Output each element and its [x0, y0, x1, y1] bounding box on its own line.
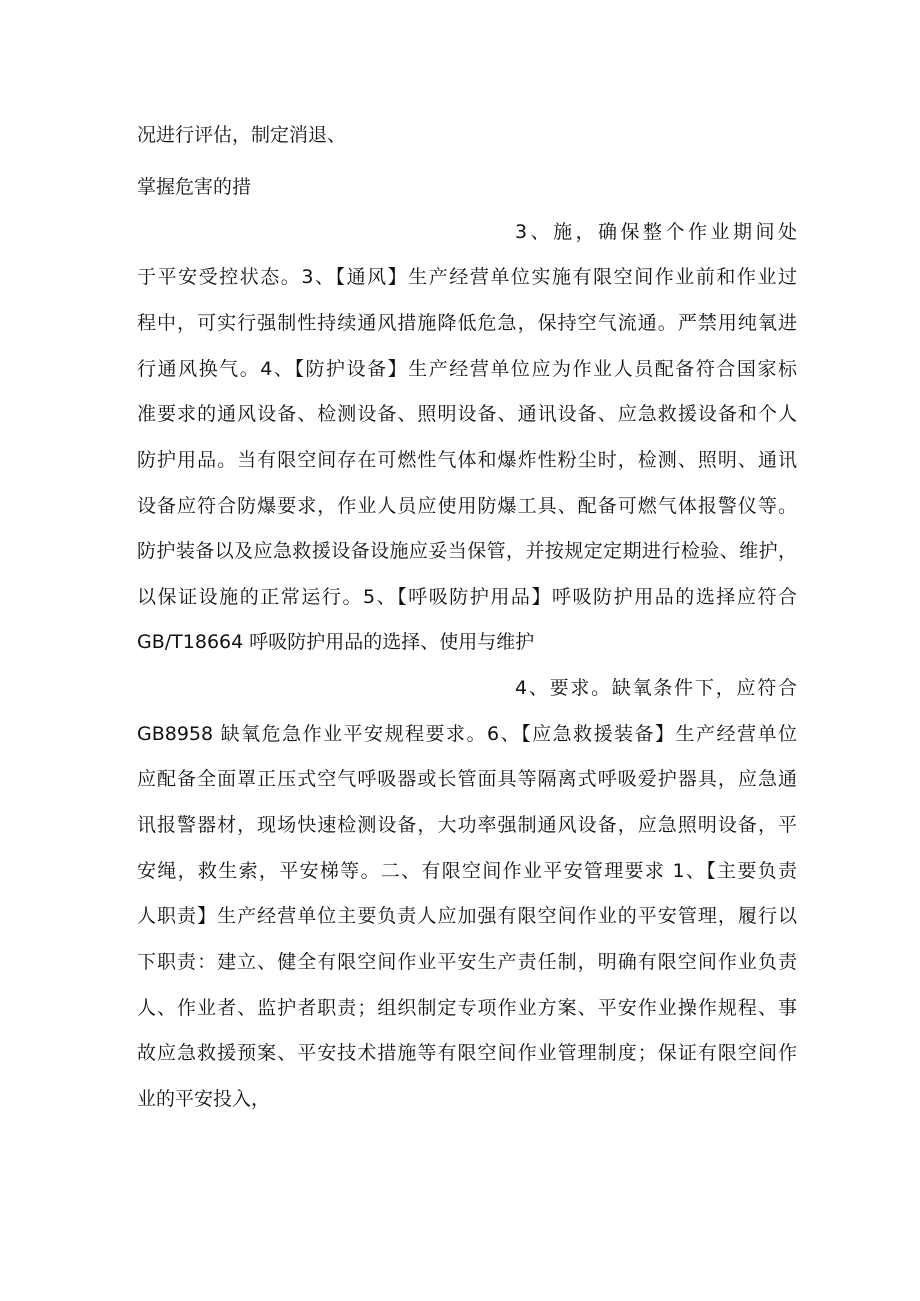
text-line-13: 4、要求。缺氧条件下，应符合: [515, 677, 797, 699]
text-line-11: 以保证设施的正常运行。5、【呼吸防护用品】呼吸防护用品的选择应符合: [137, 586, 797, 608]
text-line-8: 防护用品。当有限空间存在可燃性气体和爆炸性粉尘时，检测、照明、通讯: [137, 449, 797, 471]
text-line-6: 行通风换气。4、【防护设备】生产经营单位应为作业人员配备符合国家标: [137, 358, 797, 380]
text-line-17: 安绳，救生索，平安梯等。二、有限空间作业平安管理要求 1、【主要负责: [137, 860, 797, 882]
text-line-12: GB/T18664 呼吸防护用品的选择、使用与维护: [137, 631, 535, 653]
text-line-16: 讯报警器材，现场快速检测设备，大功率强制通风设备，应急照明设备，平: [137, 814, 797, 836]
text-line-15: 应配备全面罩正压式空气呼吸器或长管面具等隔离式呼吸爱护器具，应急通: [137, 768, 797, 790]
text-line-14: GB8958 缺氧危急作业平安规程要求。6、【应急救援装备】生产经营单位: [137, 723, 797, 745]
text-line-20: 人、作业者、监护者职责；组织制定专项作业方案、平安作业操作规程、事: [137, 997, 797, 1019]
text-line-18: 人职责】生产经营单位主要负责人应加强有限空间作业的平安管理，履行以: [137, 905, 797, 927]
text-line-9: 设备应符合防爆要求，作业人员应使用防爆工具、配备可燃气体报警仪等。: [137, 495, 797, 517]
text-line-2: 掌握危害的措: [137, 176, 252, 198]
text-line-10: 防护装备以及应急救援设备设施应妥当保管，并按规定定期进行检验、维护，: [137, 540, 797, 562]
text-line-3: 3、施，确保整个作业期间处: [515, 221, 797, 243]
text-line-1: 况进行评估，制定消退、: [137, 124, 347, 146]
text-line-4: 于平安受控状态。3、【通风】生产经营单位实施有限空间作业前和作业过: [137, 266, 797, 288]
text-line-21: 故应急救援预案、平安技术措施等有限空间作业管理制度；保证有限空间作: [137, 1042, 797, 1064]
text-line-22: 业的平安投入，: [137, 1088, 271, 1110]
text-line-19: 下职责：建立、健全有限空间作业平安生产责任制，明确有限空间作业负责: [137, 951, 797, 973]
text-line-7: 准要求的通风设备、检测设备、照明设备、通讯设备、应急救援设备和个人: [137, 403, 797, 425]
text-line-5: 程中，可实行强制性持续通风措施降低危急，保持空气流通。严禁用纯氧进: [137, 312, 797, 334]
